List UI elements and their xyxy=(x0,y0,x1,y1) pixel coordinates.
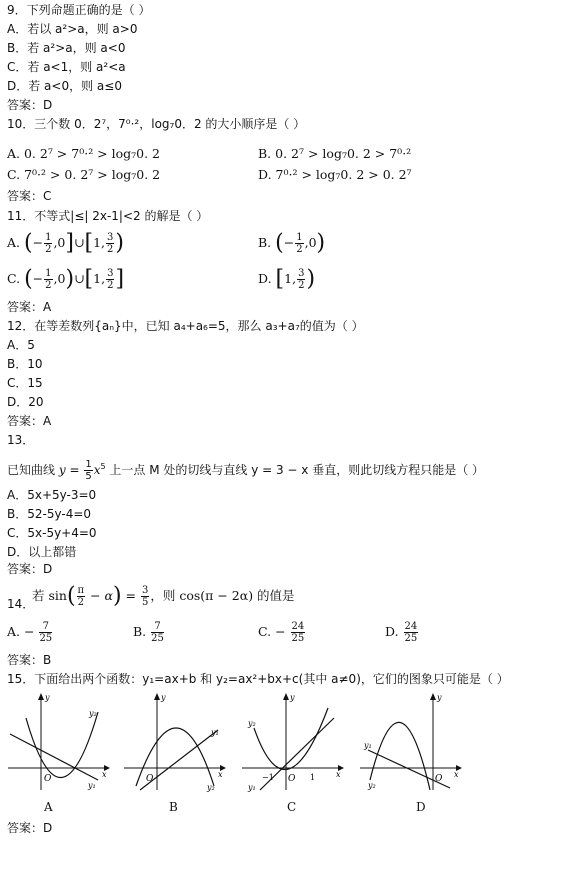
q15-answer: 答案：D xyxy=(7,821,53,835)
svg-text:x: x xyxy=(218,770,223,779)
q11-option-b: B. (− $\frac{1}{2}$ ,0) xyxy=(258,230,326,256)
svg-text:x: x xyxy=(102,770,107,779)
q11-option-c-letter: C. xyxy=(7,271,21,286)
graph-b xyxy=(122,690,230,796)
svg-text:y₁: y₁ xyxy=(88,781,96,790)
q14-stem-pre: 若 sin xyxy=(32,588,67,603)
svg-text:x: x xyxy=(336,770,341,779)
q11-option-d-letter: D. xyxy=(258,271,272,286)
q10-option-c: C. 7⁰·² > 0. 2⁷ > log₇0. 2 xyxy=(7,167,161,182)
q14-option-b: B. $\frac{7}{25}$ xyxy=(133,621,164,644)
svg-text:y₂: y₂ xyxy=(89,709,97,718)
q11-stem: 11．不等式|≤| 2x-1|<2 的解是（ ） xyxy=(7,209,209,223)
q13-stem-pre: 已知曲线 xyxy=(7,463,56,477)
q12-option-b: B．10 xyxy=(7,357,43,371)
q14-option-c-letter: C. xyxy=(258,624,272,639)
q9-option-c: C．若 a<1，则 a²<a xyxy=(7,60,126,74)
q10-option-a: A. 0. 2⁷ > 7⁰·² > log₇0. 2 xyxy=(7,146,161,161)
q11-answer: 答案：A xyxy=(7,300,52,314)
q14-option-c: C. − $\frac{24}{25}$ xyxy=(258,621,305,644)
svg-text:y₂: y₂ xyxy=(248,719,256,728)
q13-option-c: C．5x-5y+4=0 xyxy=(7,526,97,540)
q11-option-a-letter: A. xyxy=(7,235,21,250)
q9-answer: 答案：D xyxy=(7,98,53,112)
q10-option-b: B. 0. 2⁷ > log₇0. 2 > 7⁰·² xyxy=(258,146,412,161)
q13-option-a: A．5x+5y-3=0 xyxy=(7,488,97,502)
q13-number: 13． xyxy=(7,433,35,447)
svg-text:y: y xyxy=(290,693,295,702)
q9-stem: 9．下列命题正确的是（ ） xyxy=(7,3,151,17)
q13-stem: 已知曲线 y = $\frac{1}{5}$ $x^5$ 上一点 M 处的切线与直线 y = 3 − x 垂直，则此切线方程只能是（ ） xyxy=(7,459,485,482)
graph-a-label: A xyxy=(44,800,53,814)
q12-option-c: C．15 xyxy=(7,376,43,390)
svg-text:y₂: y₂ xyxy=(207,783,215,792)
svg-text:O: O xyxy=(288,774,296,784)
q12-answer: 答案：A xyxy=(7,414,52,428)
svg-text:x: x xyxy=(454,770,459,779)
svg-text:O: O xyxy=(435,774,443,784)
q14-number: 14． xyxy=(7,597,35,611)
q12-option-a: A．5 xyxy=(7,338,35,352)
svg-text:y₁: y₁ xyxy=(211,728,219,737)
q14-option-a-letter: A. xyxy=(7,624,21,639)
svg-text:y₂: y₂ xyxy=(368,781,376,790)
graph-b-label: B xyxy=(169,800,178,814)
q11-option-c: C. (− $\frac{1}{2}$ ,0)∪[1, $\frac{3}{2}$ ] xyxy=(7,266,125,292)
q14-stem: 若 sin( $\frac{\pi}{2}$ − α) = $\frac{3}{5}$ ，则 cos(π − 2α) 的值是 xyxy=(32,583,295,609)
q14-option-d: D. $\frac{24}{25}$ xyxy=(385,621,418,644)
graph-c xyxy=(240,690,348,796)
q14-answer: 答案：B xyxy=(7,653,52,667)
svg-text:O: O xyxy=(146,774,154,784)
q14-stem-post: ，则 cos(π − 2α) 的值是 xyxy=(150,588,295,603)
q11-option-a: A. (− $\frac{1}{2}$ ,0]∪[1, $\frac{3}{2}$ ) xyxy=(7,230,124,256)
q10-option-d: D. 7⁰·² > log₇0. 2 > 0. 2⁷ xyxy=(258,167,412,182)
svg-text:1: 1 xyxy=(310,773,316,782)
q13-answer: 答案：D xyxy=(7,562,53,576)
q9-option-b: B．若 a²>a，则 a<0 xyxy=(7,41,126,55)
q13-option-b: B．52-5y-4=0 xyxy=(7,507,92,521)
graph-c-label: C xyxy=(287,800,297,814)
graph-a xyxy=(6,690,114,796)
q10-answer: 答案：C xyxy=(7,189,52,203)
svg-text:O: O xyxy=(44,774,52,784)
svg-text:y: y xyxy=(437,693,442,702)
q14-option-b-letter: B. xyxy=(133,624,147,639)
q12-stem: 12．在等差数列{aₙ}中，已知 a₄+a₆=5，那么 a₃+a₇的值为（ ） xyxy=(7,319,364,333)
svg-text:y₁: y₁ xyxy=(248,783,256,792)
q14-option-d-letter: D. xyxy=(385,624,399,639)
q9-option-d: D．若 a<0，则 a≤0 xyxy=(7,79,122,93)
svg-text:y₁: y₁ xyxy=(364,741,372,750)
graph-d xyxy=(358,690,466,796)
q13-stem-post: 上一点 M 处的切线与直线 y = 3 − x 垂直，则此切线方程只能是（ ） xyxy=(109,463,485,477)
q11-option-d: D. [1, $\frac{3}{2}$ ) xyxy=(258,266,316,292)
q10-stem: 10．三个数 0．2⁷，7⁰·²，log₇0．2 的大小顺序是（ ） xyxy=(7,117,306,131)
svg-text:y: y xyxy=(45,693,50,702)
svg-text:−1: −1 xyxy=(262,773,274,782)
graph-d-label: D xyxy=(416,800,426,814)
q11-option-b-letter: B. xyxy=(258,235,272,250)
q9-option-a: A．若以 a²>a，则 a>0 xyxy=(7,22,138,36)
svg-text:y: y xyxy=(161,693,166,702)
q15-stem: 15．下面给出两个函数：y₁=ax+b 和 y₂=ax²+bx+c(其中 a≠0)，它们的图象只可能是（ ） xyxy=(7,672,509,686)
q13-option-d: D．以上都错 xyxy=(7,545,77,559)
q14-option-a: A. − $\frac{7}{25}$ xyxy=(7,621,53,644)
q12-option-d: D．20 xyxy=(7,395,44,409)
